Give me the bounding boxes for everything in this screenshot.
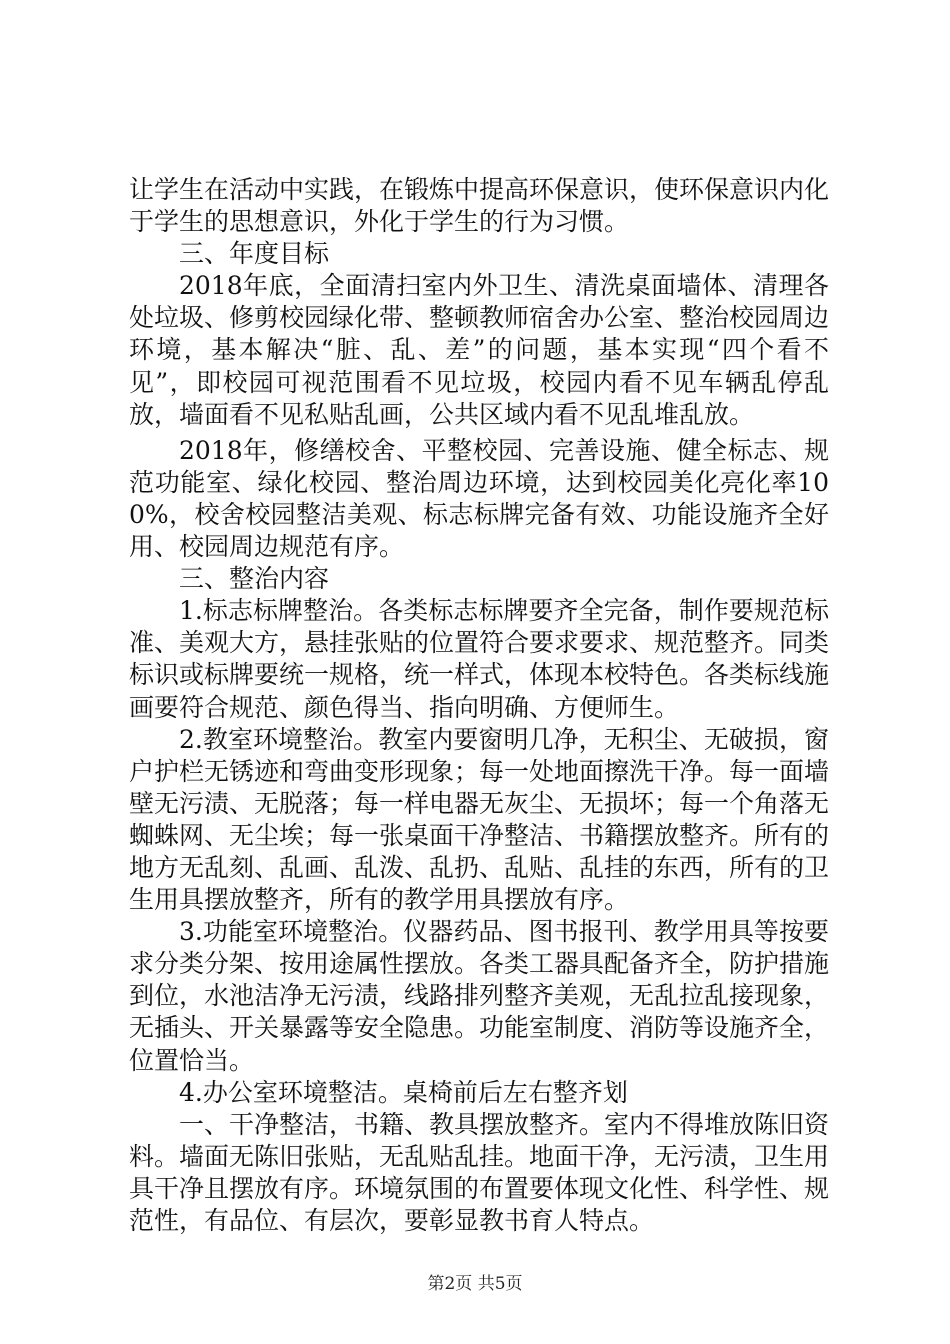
page-number: 第2页 共5页 <box>427 1274 523 1294</box>
paragraph-office-continued: 一、干净整洁，书籍、教具摆放整齐。室内不得堆放陈旧资料。墙面无陈旧张贴，无乱贴乱挂。地面干净，无污渍，卫生用具干净且摆放有序。环境氛围的布置要体现文化性、科学性、规范性，有品位、有层次，要彰显教书育人特点。 <box>129 1109 830 1235</box>
section-heading-annual-goals: 三、年度目标 <box>179 239 330 269</box>
paragraph-goal-2018-end: 2018年底，全面清扫室内外卫生、清洗桌面墙体、清理各处垃圾、修剪校园绿化带、整顿教师宿舍办公室、整治校园周边环境，基本解决“脏、乱、差”的问题，基本实现“四个看不见”，即校园可视范围看不见垃圾，校园内看不见车辆乱停乱放，墙面看不见私贴乱画，公共区域内看不见乱堆乱放。 <box>129 271 830 429</box>
paragraph-function-room: 3.功能室环境整治。仪器药品、图书报刊、教学用具等按要求分类分架、按用途属性摆放。各类工器具配备齐全，防护措施到位，水池洁净无污渍，线路排列整齐美观，无乱拉乱接现象，无插头、开关暴露等安全隐患。功能室制度、消防等设施齐全，位置恰当。 <box>129 917 830 1075</box>
paragraph-continuation: 让学生在活动中实践，在锻炼中提高环保意识，使环保意识内化于学生的思想意识，外化于学生的行为习惯。 <box>129 175 830 237</box>
document-body <box>129 174 829 1237</box>
paragraph-signage: 1.标志标牌整治。各类标志标牌要齐全完备，制作要规范标准、美观大方，悬挂张贴的位置符合要求要求、规范整齐。同类标识或标牌要统一规格，统一样式，体现本校特色。各类标线施画要符合规范、颜色得当、指向明确、方便师生。 <box>129 596 830 722</box>
paragraph-classroom: 2.教室环境整治。教室内要窗明几净，无积尘、无破损，窗户护栏无锈迹和弯曲变形现象；每一处地面擦洗干净。每一面墙壁无污渍、无脱落；每一样电器无灰尘、无损坏；每一个角落无蜘蛛网、无尘埃；每一张桌面干净整洁、书籍摆放整齐。所有的地方无乱刻、乱画、乱泼、乱扔、乱贴、乱挂的东西，所有的卫生用具摆放整齐，所有的教学用具摆放有序。 <box>129 724 830 915</box>
section-heading-rectification-content: 三、整治内容 <box>179 564 330 594</box>
paragraph-office: 4.办公室环境整洁。桌椅前后左右整齐划 <box>179 1077 628 1107</box>
paragraph-goal-2018: 2018年，修缮校舍、平整校园、完善设施、健全标志、规范功能室、绿化校园、整治周边环境，达到校园美化亮化率100%，校舍校园整洁美观、标志标牌完备有效、功能设施齐全好用、校园周边规范有序。 <box>129 435 829 562</box>
